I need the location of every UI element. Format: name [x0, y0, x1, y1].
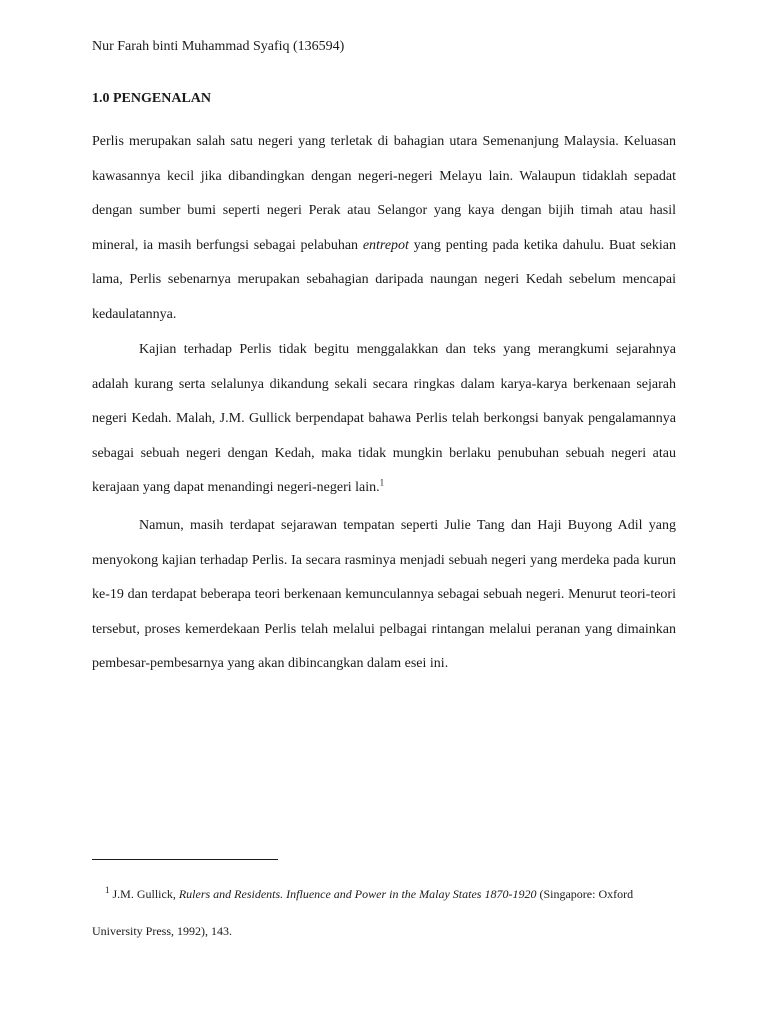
paragraph-text: Namun, masih terdapat sejarawan tempatan seperti Julie Tang dan Haji Buyong Adil yang menyokong kajian terhadap Perlis. Ia secara rasminya menjadi sebuah negeri yang merdeka pada kurun ke-19 dan terdapat beberapa teori berkenaan kemunculannya sebagai sebuah negeri. Menurut teori-teori tersebut, proses kemerdekaan Perlis telah melalui pelbagai rintangan melalui peranan yang dimainkan pembesar-pembesarnya yang akan dibincangkan dalam esei ini. — [92, 518, 676, 672]
footnote — [92, 876, 676, 950]
footnote-book-title: Rulers and Residents. Influence and Power in the Malay States 1870-1920 — [178, 887, 537, 901]
paragraph-introduction — [92, 125, 676, 333]
footnote-separator — [92, 859, 278, 860]
footnote-publication: (Singapore: Oxford University Press, 1992), 143. — [92, 887, 634, 938]
page-header-author: Nur Farah binti Muhammad Syafiq (136594) — [92, 39, 345, 54]
footnote-author: J.M. Gullick, — [109, 887, 179, 901]
paragraph-text: Perlis merupakan salah satu negeri yang terletak di bahagian utara Semenanjung Malaysia. Keluasan kawasannya kecil jika dibandingkan dengan negeri-negeri Melayu lain. Walaupun tidaklah sepadat dengan sumber bumi seperti negeri Perak atau Selangor yang kaya dengan bijih timah atau hasil mineral, ia masih berfungsi sebagai pelabuhan — [92, 134, 676, 253]
emphasized-term: entrepot — [362, 237, 409, 253]
footnote-number: 1 — [105, 885, 110, 895]
section-heading: 1.0 PENGENALAN — [92, 91, 212, 106]
paragraph-gullick — [92, 333, 676, 506]
paragraph-text: yang penting pada ketika dahulu. Buat sekian lama, Perlis sebenarnya merupakan sebahagian daripada naungan negeri Kedah sebelum mencapai kedaulatannya. — [92, 237, 676, 322]
paragraph-historians — [92, 509, 676, 682]
paragraph-text: Kajian terhadap Perlis tidak begitu menggalakkan dan teks yang merangkumi sejarahnya adalah kurang serta selalunya dikandung sekali secara ringkas dalam karya-karya berkenaan sejarah negeri Kedah. Malah, J.M. Gullick berpendapat bahawa Perlis telah berkongsi banyak pengalamannya sebagai sebuah negeri dengan Kedah, maka tidak mungkin berlaku penubuhan sebuah negeri atau kerajaan yang dapat menandingi negeri-negeri lain. — [92, 342, 676, 496]
footnote-reference[interactable]: 1 — [379, 477, 385, 488]
